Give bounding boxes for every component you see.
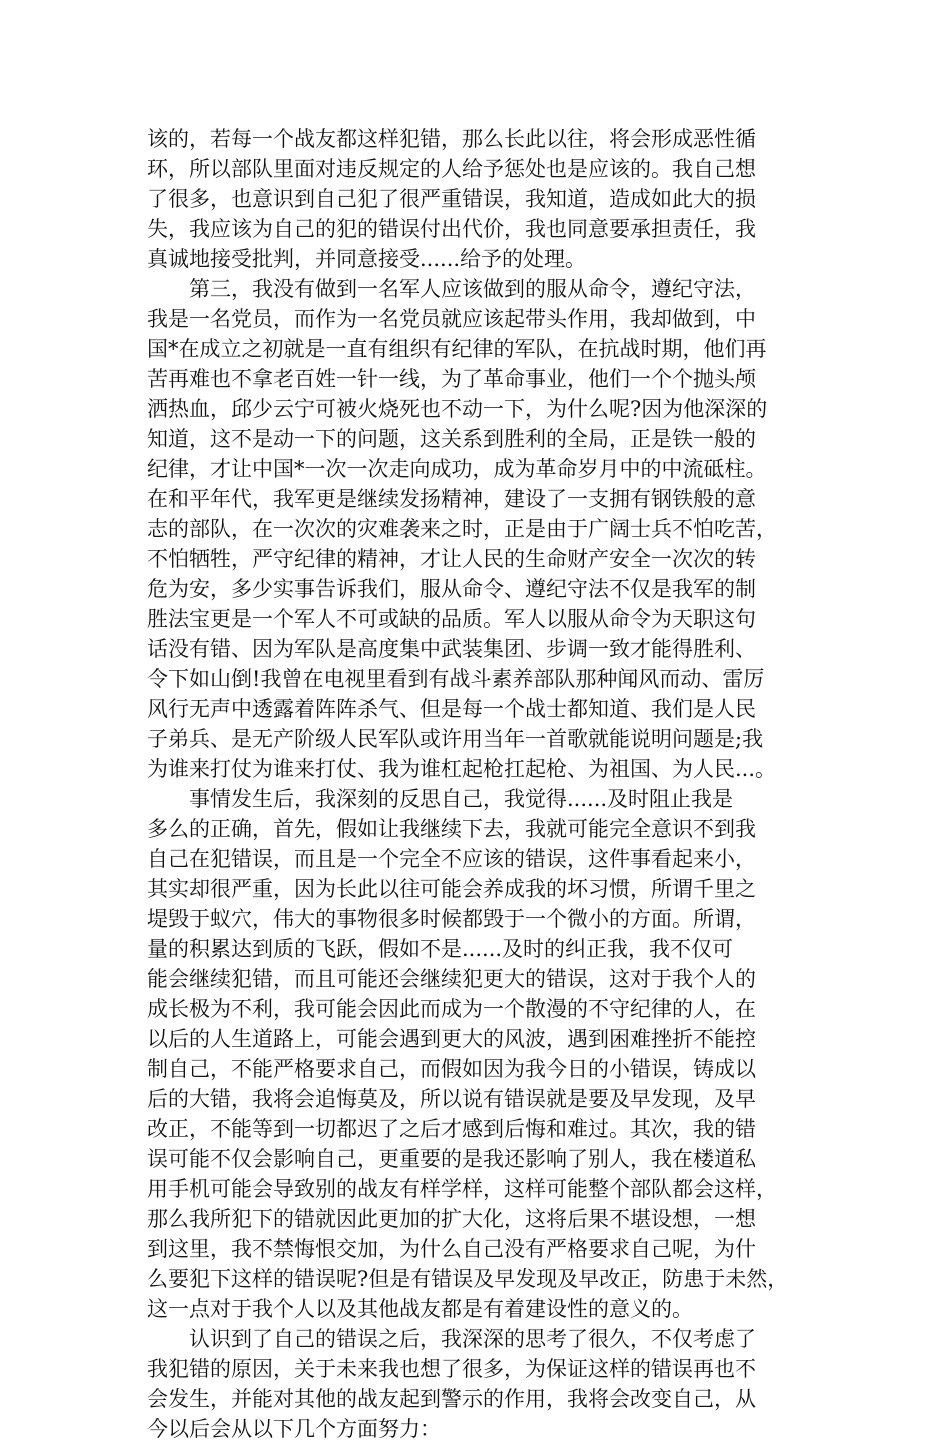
text-line: 环，所以部队里面对违反规定的人给予惩处也是应该的。我自己想 xyxy=(147,157,756,181)
text-line: 我犯错的原因，关于未来我也想了很多，为保证这样的错误再也不 xyxy=(147,1357,756,1381)
text-line: 话没有错、因为军队是高度集中武装集团、步调一致才能得胜利、 xyxy=(147,637,756,661)
paragraph-2 xyxy=(147,274,807,784)
text-line: 今以后会从以下几个方面努力： xyxy=(147,1417,441,1441)
text-line: 么要犯下这样的错误呢?但是有错误及早发现及早改正，防患于未然， xyxy=(147,1267,789,1291)
text-line: 第三，我没有做到一名军人应该做到的服从命令，遵纪守法， xyxy=(189,277,756,301)
text-line: 这一点对于我个人以及其他战友都是有着建设性的意义的。 xyxy=(147,1297,693,1321)
text-line: 了很多，也意识到自己犯了很严重错误，我知道，造成如此大的损 xyxy=(147,187,756,211)
text-line: 真诚地接受批判，并同意接受......给予的处理。 xyxy=(147,247,587,271)
text-line: 国*在成立之初就是一直有组织有纪律的军队，在抗战时期，他们再 xyxy=(147,337,767,361)
text-line: 知道，这不是动一下的问题，这关系到胜利的全局，正是铁一般的 xyxy=(147,427,756,451)
text-line: 多么的正确，首先，假如让我继续下去，我就可能完全意识不到我 xyxy=(147,817,756,841)
text-line: 我是一名党员，而作为一名党员就应该起带头作用，我却做到，中 xyxy=(147,307,756,331)
text-line: 制自己，不能严格要求自己，而假如因为我今日的小错误，铸成以 xyxy=(147,1057,756,1081)
text-line: 到这里，我不禁悔恨交加，为什么自己没有严格要求自己呢，为什 xyxy=(147,1237,756,1261)
text-line: 为谁来打仗为谁来打仗、我为谁杠起枪扛起枪、为祖国、为人民...。 xyxy=(147,757,777,781)
text-line: 胜法宝更是一个军人不可或缺的品质。军人以服从命令为天职这句 xyxy=(147,607,756,631)
text-line: 以后的人生道路上，可能会遇到更大的风波，遇到困难挫折不能控 xyxy=(147,1027,756,1051)
text-line: 在和平年代，我军更是继续发扬精神，建设了一支拥有钢铁般的意 xyxy=(147,487,756,511)
text-line: 纪律，才让中国*一次一次走向成功，成为革命岁月中的中流砥柱。 xyxy=(147,457,767,481)
text-line: 风行无声中透露着阵阵杀气、但是每一个战士都知道、我们是人民 xyxy=(147,697,756,721)
text-line: 误可能不仅会影响自己，更重要的是我还影响了别人，我在楼道私 xyxy=(147,1147,756,1171)
text-line: 能会继续犯错，而且可能还会继续犯更大的错误，这对于我个人的 xyxy=(147,967,756,991)
text-line: 用手机可能会导致别的战友有样学样，这样可能整个部队都会这样， xyxy=(147,1177,777,1201)
text-line: 洒热血，邱少云宁可被火烧死也不动一下，为什么呢?因为他深深的 xyxy=(147,397,768,421)
text-line: 其实却很严重，因为长此以往可能会养成我的坏习惯，所谓千里之 xyxy=(147,877,756,901)
text-line: 危为安，多少实事告诉我们，服从命令、遵纪守法不仅是我军的制 xyxy=(147,577,756,601)
text-line: 成长极为不利，我可能会因此而成为一个散漫的不守纪律的人，在 xyxy=(147,997,756,1021)
text-line: 自己在犯错误，而且是一个完全不应该的错误，这件事看起来小， xyxy=(147,847,756,871)
text-line: 那么我所犯下的错就因此更加的扩大化，这将后果不堪设想，一想 xyxy=(147,1207,756,1231)
text-line: 苦再难也不拿老百姓一针一线，为了革命事业，他们一个个抛头颅 xyxy=(147,367,756,391)
text-line: 该的，若每一个战友都这样犯错，那么长此以往，将会形成恶性循 xyxy=(147,127,756,151)
text-line: 改正，不能等到一切都迟了之后才感到后悔和难过。其次，我的错 xyxy=(147,1117,756,1141)
text-line: 令下如山倒!我曾在电视里看到有战斗素养部队那种闻风而动、雷厉 xyxy=(147,667,765,691)
text-line: 量的积累达到质的飞跃，假如不是......及时的纠正我，我不仅可 xyxy=(147,937,734,961)
paragraph-1 xyxy=(147,124,807,274)
text-line: 认识到了自己的错误之后，我深深的思考了很久，不仅考虑了 xyxy=(189,1327,756,1351)
paragraph-3 xyxy=(147,784,807,1324)
paragraph-4 xyxy=(147,1324,807,1444)
text-line: 后的大错，我将会追悔莫及，所以说有错误就是要及早发现，及早 xyxy=(147,1087,756,1111)
text-line: 事情发生后，我深刻的反思自己，我觉得......及时阻止我是 xyxy=(189,787,734,811)
text-line: 堤毁于蚁穴，伟大的事物很多时候都毁于一个微小的方面。所谓， xyxy=(147,907,756,931)
document-page xyxy=(147,124,807,1444)
text-line: 失，我应该为自己的犯的错误付出代价，我也同意要承担责任，我 xyxy=(147,217,756,241)
text-line: 不怕牺牲，严守纪律的精神，才让人民的生命财产安全一次次的转 xyxy=(147,547,756,571)
text-line: 会发生，并能对其他的战友起到警示的作用，我将会改变自己，从 xyxy=(147,1387,756,1411)
text-line: 子弟兵、是无产阶级人民军队或许用当年一首歌就能说明问题是;我 xyxy=(147,727,764,751)
text-line: 志的部队，在一次次的灾难袭来之时，正是由于广阔士兵不怕吃苦， xyxy=(147,517,777,541)
